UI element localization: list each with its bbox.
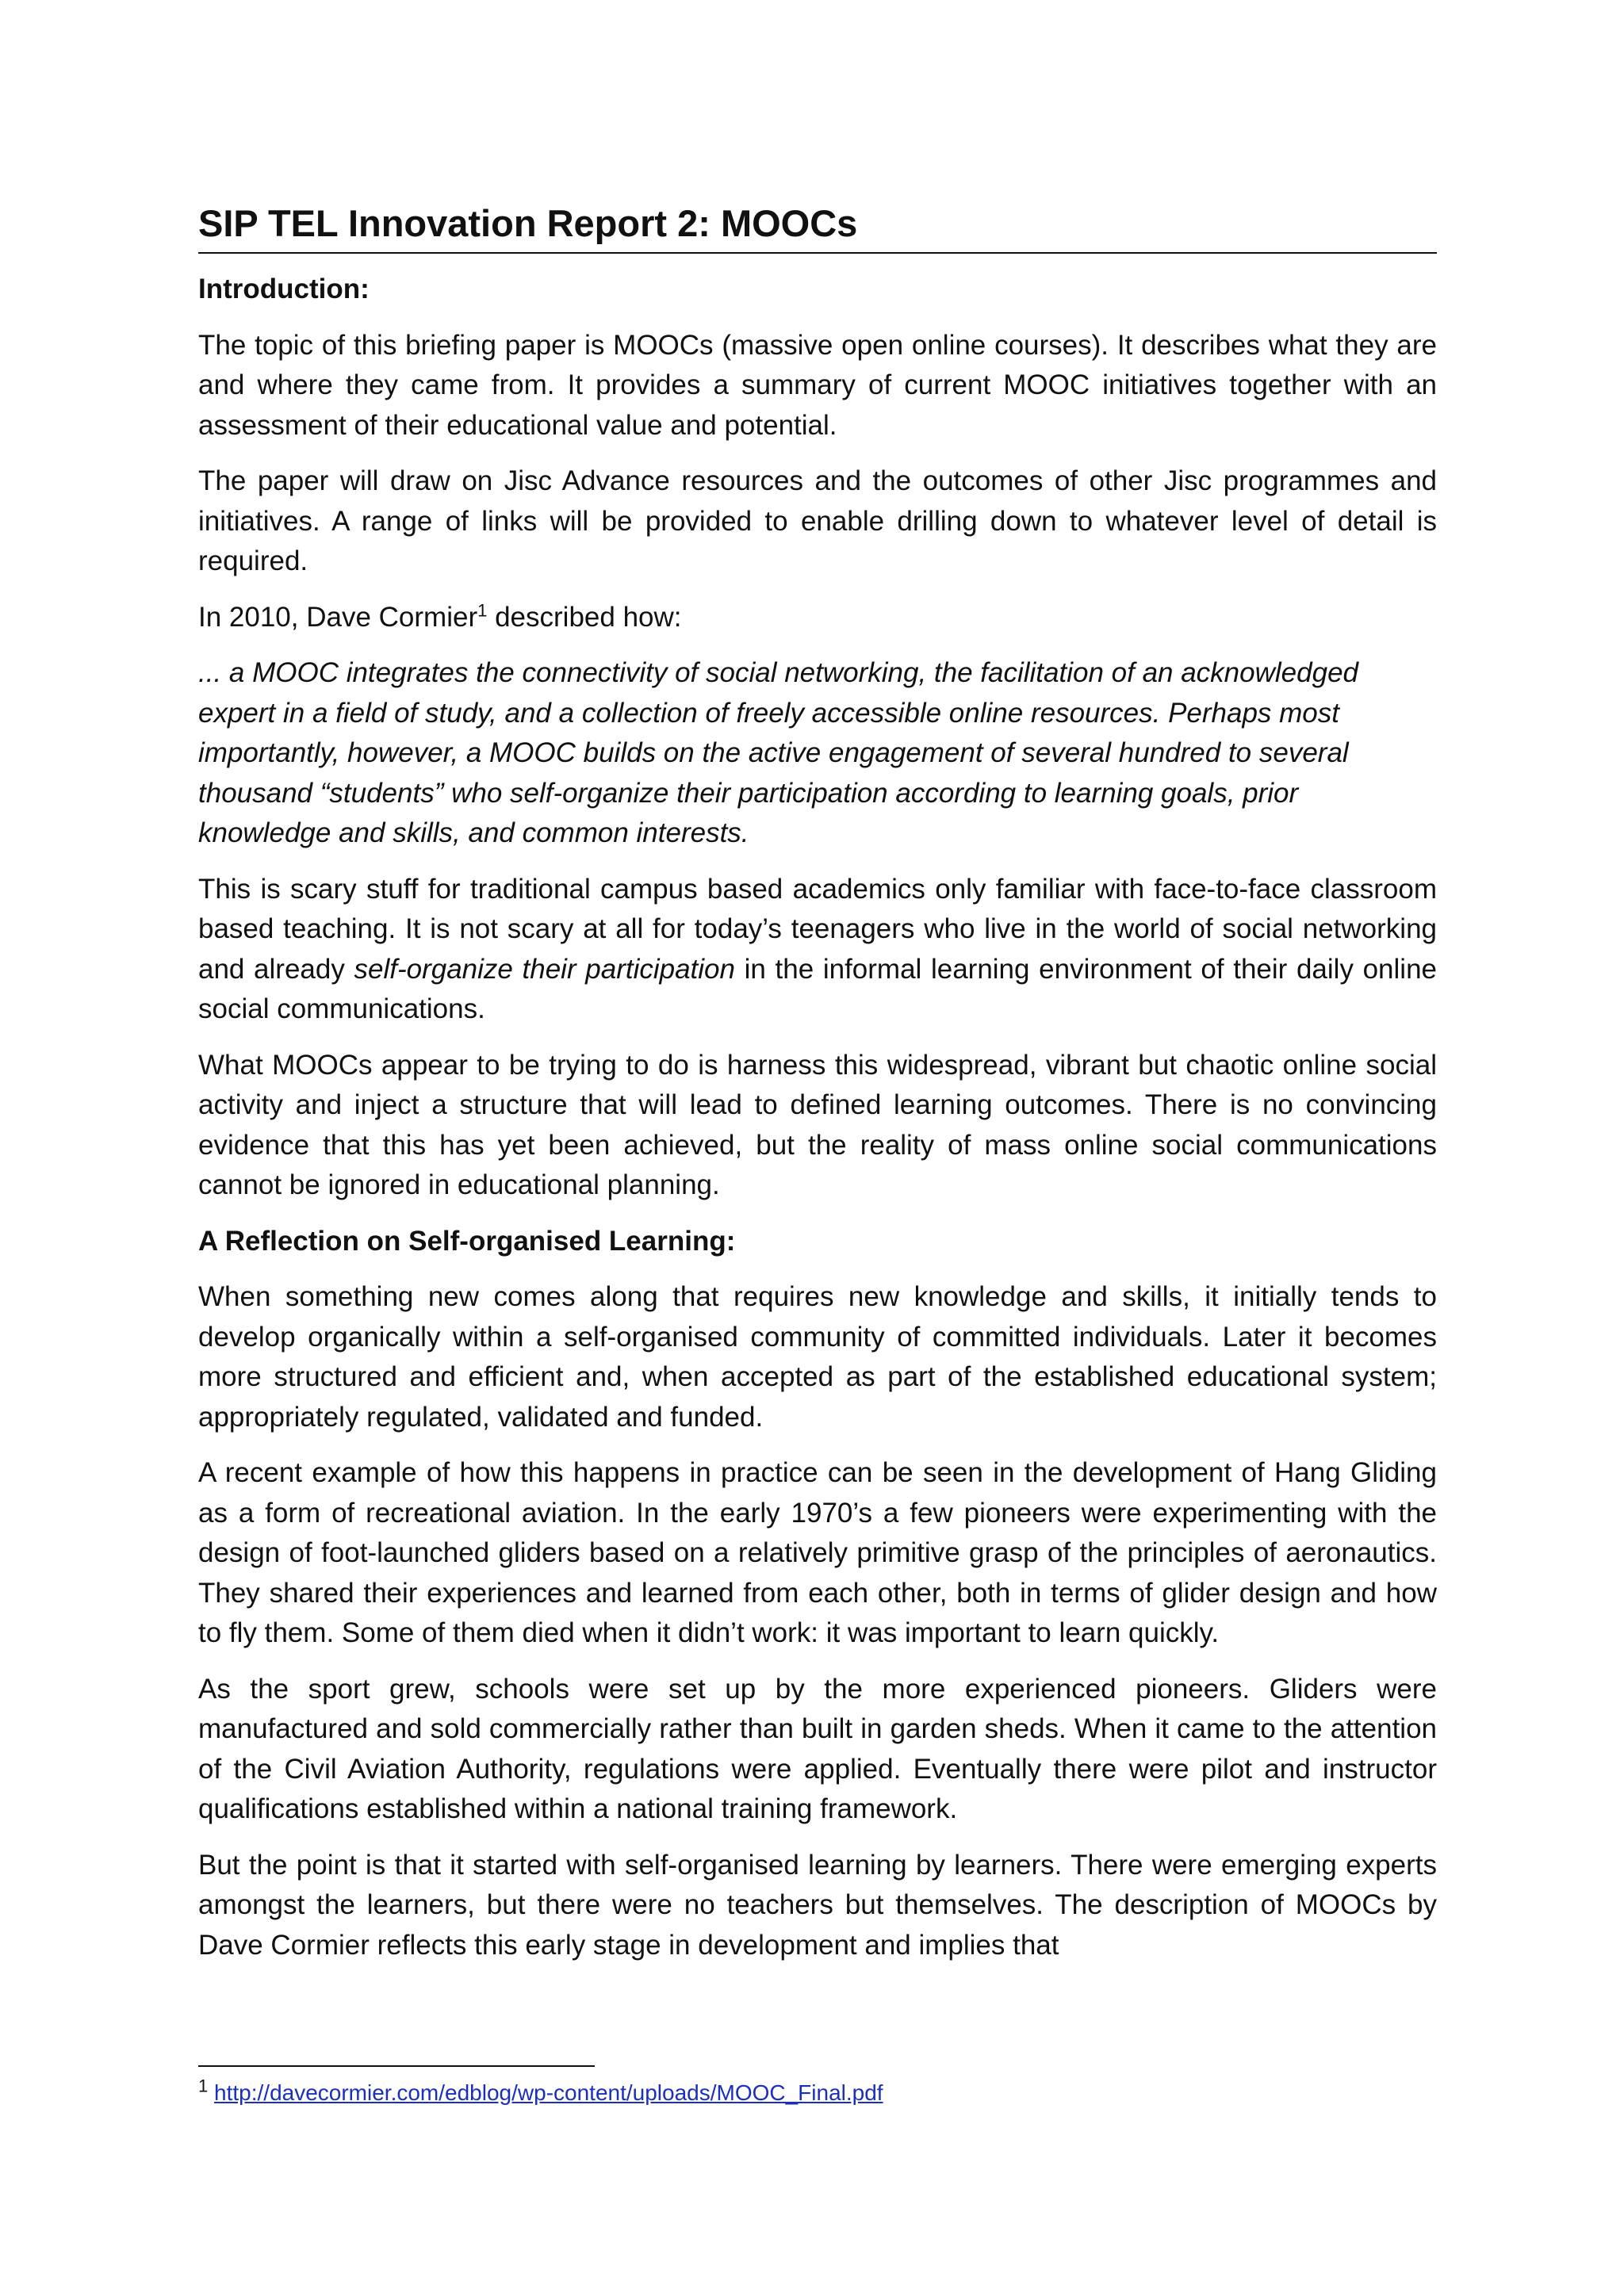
paragraph-scary-stuff <box>198 870 1437 1030</box>
paragraph-sport-grew: As the sport grew, schools were set up by the more experienced pioneers. Gliders were manufactured and sold commercially rather than built in garden sheds. When it came to the attention of the Civil Aviation Authority, regulations were applied. Eventually there were pilot and instructor qualifications established within a national training framework. <box>198 1673 1437 1824</box>
intro-paragraph-2: The paper will draw on Jisc Advance resources and the outcomes of other Jisc programmes and initiatives. A range of links will be provided to enable drilling down to whatever level of detail is required. <box>198 465 1437 576</box>
footnote-number: 1 <box>198 2076 209 2096</box>
p4-emphasis: self-organize their participation <box>354 953 735 985</box>
cormier-trail: described how: <box>487 601 682 633</box>
footnote-divider <box>198 2065 595 2067</box>
page-title: SIP TEL Innovation Report 2: MOOCs <box>198 200 1437 254</box>
footnote <box>198 2077 883 2109</box>
document-body <box>198 270 1437 1981</box>
p4-text-b: in the informal learning environment of their daily online social communications. <box>198 953 1438 1024</box>
intro-paragraph-3 <box>198 598 1437 638</box>
cormier-quote: ... a MOOC integrates the connectivity of social networking, the facilitation of an acknowledged expert in a field of study, and a collection of freely accessible online resources. Perhaps most importantly, however, a MOOC builds on the active engagement of several hundred to several thousand “students” who self-organize their participation according to learning goals, prior knowledge and skills, and common interests. <box>198 657 1358 848</box>
footnote-reference[interactable]: 1 <box>477 599 488 620</box>
footnote-link[interactable]: http://davecormier.com/edblog/wp-content/uploads/MOOC_Final.pdf <box>214 2080 883 2105</box>
intro-heading: Introduction: <box>198 274 370 304</box>
paragraph-hang-gliding: A recent example of how this happens in practice can be seen in the development of Hang Gliding as a form of recreational aviation. In the early 1970’s a few pioneers were experimenting with the design of foot-launched gliders based on a relatively primitive grasp of the principles of aeronautics. They shared their experiences and learned from each other, both in terms of glider design and how to fly them. Some of them died when it didn’t work: it was important to learn quickly. <box>198 1457 1437 1648</box>
paragraph-moocs-harness: What MOOCs appear to be trying to do is harness this widespread, vibrant but chaotic online social activity and inject a structure that will lead to defined learning outcomes. There is no convincing evidence that this has yet been achieved, but the reality of mass online social communications cannot be ignored in educational planning. <box>198 1049 1437 1200</box>
reflection-heading: A Reflection on Self-organised Learning: <box>198 1225 736 1257</box>
cormier-lead: In 2010, Dave Cormier <box>198 601 478 633</box>
paragraph-self-organised: But the point is that it started with self-organised learning by learners. There were emerging experts amongst the learners, but there were no teachers but themselves. The description of MOOCs by Dave Cormier reflects this early stage in development and implies that <box>198 1849 1437 1961</box>
paragraph-something-new: When something new comes along that requires new knowledge and skills, it initially tends to develop organically within a self-organised community of committed individuals. Later it becomes more structured and efficient and, when accepted as part of the established educational system; appropriately regulated, validated and funded. <box>198 1281 1437 1433</box>
intro-paragraph-1: The topic of this briefing paper is MOOCs (massive open online courses). It describes what they are and where they came from. It provides a summary of current MOOC initiatives together with an assessment of their educational value and potential. <box>198 329 1437 441</box>
p4-text-a: This is scary stuff for traditional campus based academics only familiar with face-to-face classroom based teaching. It is not scary at all for today’s teenagers who live in the world of social networking and already <box>198 873 1437 985</box>
